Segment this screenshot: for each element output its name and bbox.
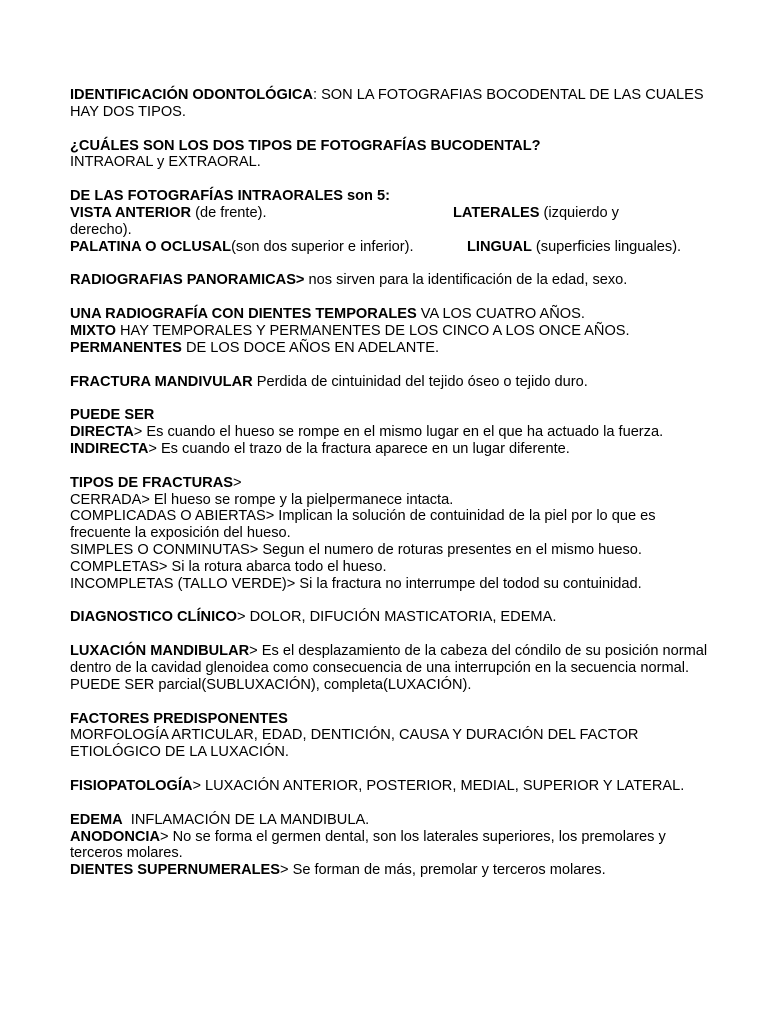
text: VA LOS CUATRO AÑOS.	[416, 306, 585, 323]
text: >	[232, 474, 242, 491]
text: (superficies linguales).	[531, 238, 682, 255]
paragraph-fractura	[70, 374, 710, 391]
text: > No se forma el germen dental, son los laterales superiores, los premolares y terceros molares.	[70, 828, 666, 862]
paragraph-diagnostico	[70, 609, 710, 626]
line-mixto	[70, 323, 710, 340]
text: Perdida de cintuinidad del tejido óseo o tejido duro.	[252, 373, 588, 390]
line-edema	[70, 812, 710, 829]
term-bold: ANODONCIA	[70, 828, 160, 845]
term-bold: UNA RADIOGRAFÍA CON DIENTES TEMPORALES	[70, 306, 417, 323]
text: DE LOS DOCE AÑOS EN ADELANTE.	[181, 339, 439, 356]
list-item: INCOMPLETAS (TALLO VERDE)> Si la fractura no interrumpe del todod su contuinidad.	[70, 575, 642, 592]
two-column-line	[70, 239, 710, 256]
text: (son dos superior e inferior).	[231, 238, 414, 255]
paragraph-factores: MORFOLOGÍA ARTICULAR, EDAD, DENTICIÓN, CAUSA Y DURACIÓN DEL FACTOR ETIOLÓGICO DE LA LUXACIÓN.	[70, 727, 639, 761]
text: > Es cuando el trazo de la fractura aparece en un lugar diferente.	[148, 440, 570, 457]
section-heading: PUEDE SER	[70, 407, 155, 424]
paragraph-identificacion	[70, 87, 710, 121]
question-heading: ¿CUÁLES SON LOS DOS TIPOS DE FOTOGRAFÍAS BUCODENTAL?	[70, 137, 541, 154]
term-bold: DIRECTA	[70, 424, 134, 441]
answer-text: INTRAORAL y EXTRAORAL.	[70, 154, 261, 171]
text: (izquierdo y	[539, 204, 619, 221]
paragraph-luxacion	[70, 643, 710, 677]
text: : SON LA FOTOGRAFIAS BOCODENTAL DE LAS CUALES HAY DOS TIPOS.	[70, 87, 704, 120]
term-bold: DIAGNOSTICO CLÍNICO	[70, 609, 238, 626]
text: INFLAMACIÓN DE LA MANDIBULA.	[122, 811, 370, 828]
list-item: SIMPLES O CONMINUTAS> Segun el numero de roturas presentes en el mismo hueso.	[70, 541, 642, 558]
list-item: COMPLETAS> Si la rotura abarca todo el hueso.	[70, 558, 387, 575]
section-heading: FACTORES PREDISPONENTES	[70, 710, 288, 727]
term-bold: LUXACIÓN MANDIBULAR	[70, 643, 250, 660]
line-indirecta	[70, 441, 710, 458]
term-bold: INDIRECTA	[70, 440, 149, 457]
list-item: COMPLICADAS O ABIERTAS> Implican la solución de contuinidad de la piel por lo que es frecuente la exposición del hueso.	[70, 508, 656, 542]
term-bold: IDENTIFICACIÓN ODONTOLÓGICA	[70, 87, 313, 103]
right-column	[467, 239, 681, 256]
term-bold: RADIOGRAFIAS PANORAMICAS>	[70, 272, 305, 289]
section-heading: DE LAS FOTOGRAFÍAS INTRAORALES son 5:	[70, 188, 390, 205]
term-bold: DIENTES SUPERNUMERALES	[70, 862, 281, 879]
term-bold: EDEMA	[70, 811, 123, 828]
term-bold: PERMANENTES	[70, 339, 182, 356]
term-bold: VISTA ANTERIOR	[70, 204, 192, 221]
two-column-line	[70, 205, 710, 222]
term-bold: FISIOPATOLOGÍA	[70, 777, 193, 794]
continuation-text: derecho).	[70, 221, 132, 238]
line-supernumerales	[70, 862, 710, 879]
paragraph-radiografias	[70, 272, 710, 289]
text: > DOLOR, DIFUCIÓN MASTICATORIA, EDEMA.	[237, 609, 557, 626]
term-bold: FRACTURA MANDIVULAR	[70, 373, 253, 390]
section-heading	[70, 475, 710, 492]
list-item: CERRADA> El hueso se rompe y la pielpermanece intacta.	[70, 491, 454, 508]
text: nos sirven para la identificación de la edad, sexo.	[304, 272, 628, 289]
line-temporales	[70, 306, 710, 323]
paragraph-fisiopatologia	[70, 778, 710, 795]
right-column	[453, 205, 619, 222]
text: (de frente).	[191, 204, 267, 221]
text: > Es cuando el hueso se rompe en el mismo lugar en el que ha actuado la fuerza.	[133, 424, 664, 441]
line-anodoncia	[70, 829, 710, 863]
text: > Es el desplazamiento de la cabeza del cóndilo de su posición normal dentro de la cavidad glenoidea como consecuencia de una interrupción en la secuencia normal.	[70, 643, 708, 676]
text: > LUXACIÓN ANTERIOR, POSTERIOR, MEDIAL, SUPERIOR Y LATERAL.	[192, 777, 685, 794]
term-bold: LATERALES	[453, 204, 540, 221]
text: HAY TEMPORALES Y PERMANENTES DE LOS CINCO A LOS ONCE AÑOS.	[115, 322, 630, 339]
line-permanentes	[70, 340, 710, 357]
document-page	[70, 87, 710, 879]
term-bold: MIXTO	[70, 322, 116, 339]
list-item: PUEDE SER parcial(SUBLUXACIÓN), completa(LUXACIÓN).	[70, 676, 472, 693]
line-directa	[70, 424, 710, 441]
term-bold: PALATINA O OCLUSAL	[70, 238, 232, 255]
term-bold: TIPOS DE FRACTURAS	[70, 474, 233, 491]
term-bold: LINGUAL	[467, 238, 532, 255]
text: > Se forman de más, premolar y terceros molares.	[280, 862, 606, 879]
